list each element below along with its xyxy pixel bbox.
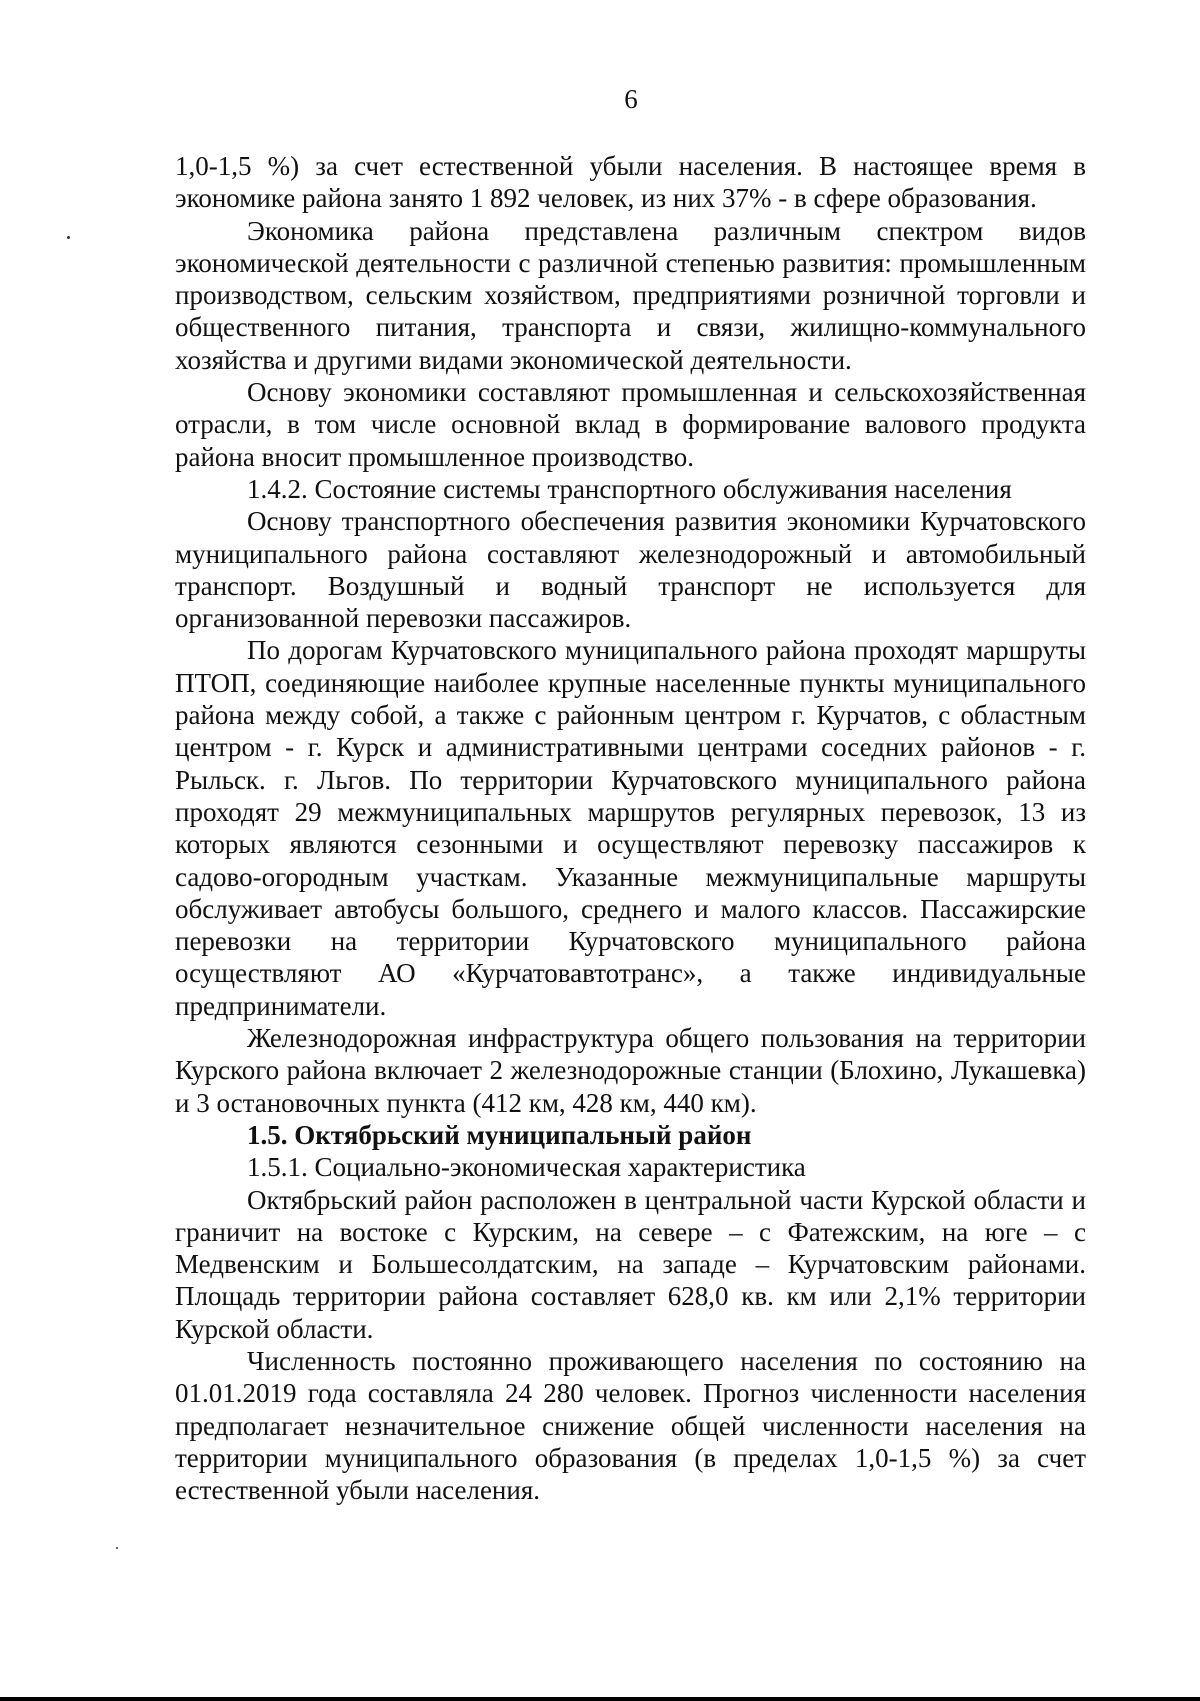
- paragraph-economy-structure: Экономика района представлена различным спектром видов экономической деятельности с различной степенью развития: промышленным производством, сельским хозяйством, предприятиями розничной торговли и общественного питания, транспорта и связи, жилищно-коммунального хозяйства и другими видами экономической деятельности.: [175, 215, 1086, 375]
- page-number: 6: [624, 84, 638, 114]
- scan-bottom-edge: [0, 1697, 1200, 1701]
- section-heading-1-5-1: 1.5.1. Социально-экономическая характеристика: [247, 1152, 806, 1183]
- paragraph-bus-routes: По дорогам Курчатовского муниципального района проходят маршруты ПТОП, соединяющие наиболее крупные населенные пункты муниципального района между собой, а также с районным центром г. Курчатов, с областным центром - г. Курск и административными центрами соседних районов - г. Рыльск. г. Льгов. По территории Курчатовского муниципального района проходят 29 межмуниципальных маршрутов регулярных перевозок, 13 из которых являются сезонными и осуществляют перевозку пассажиров к садово-огородным участкам. Указанные межмуниципальные маршруты обслуживает автобусы большого, среднего и малого классов. Пассажирские перевозки на территории Курчатовского муниципального района осуществляют АО «Курчатовавтотранс», а также индивидуальные предприниматели.: [175, 635, 1086, 1021]
- section-heading-1-5: 1.5. Октябрьский муниципальный район: [247, 1119, 752, 1150]
- scan-speck: [116, 1547, 118, 1549]
- document-body: [175, 150, 1086, 1506]
- paragraph-population: Численность постоянно проживающего населения по состоянию на 01.01.2019 года составляла 24 280 человек. Прогноз численности населения предполагает незначительное снижение общей численности населения на территории муниципального образования (в пределах 1,0-1,5 %) за счет естественной убыли населения.: [175, 1345, 1086, 1506]
- paragraph-continuation: 1,0-1,5 %) за счет естественной убыли населения. В настоящее время в экономике района занято 1 892 человек, из них 37% - в сфере образования.: [175, 151, 1086, 214]
- paragraph-transport-basis: Основу транспортного обеспечения развития экономики Курчатовского муниципального района составляют железнодорожный и автомобильный транспорт. Воздушный и водный транспорт не используется для организованной перевозки пассажиров.: [175, 506, 1086, 634]
- scan-speck: [67, 236, 70, 239]
- paragraph-district-location: Октябрьский район расположен в центральной части Курской области и граничит на востоке с Курским, на севере – с Фатежским, на юге – с Медвенским и Большесолдатским, на западе – Курчатовским районами. Площадь территории района составляет 628,0 кв. км или 2,1% территории Курской области.: [175, 1184, 1086, 1344]
- section-heading-1-4-2: 1.4.2. Состояние системы транспортного обслуживания населения: [247, 473, 1012, 504]
- paragraph-economy-basis: Основу экономики составляют промышленная и сельскохозяйственная отрасли, в том числе основной вклад в формирование валового продукта района вносит промышленное производство.: [175, 377, 1086, 472]
- paragraph-railway: Железнодорожная инфраструктура общего пользования на территории Курского района включает 2 железнодорожные станции (Блохино, Лукашевка) и 3 остановочных пункта (412 км, 428 км, 440 км).: [175, 1023, 1086, 1118]
